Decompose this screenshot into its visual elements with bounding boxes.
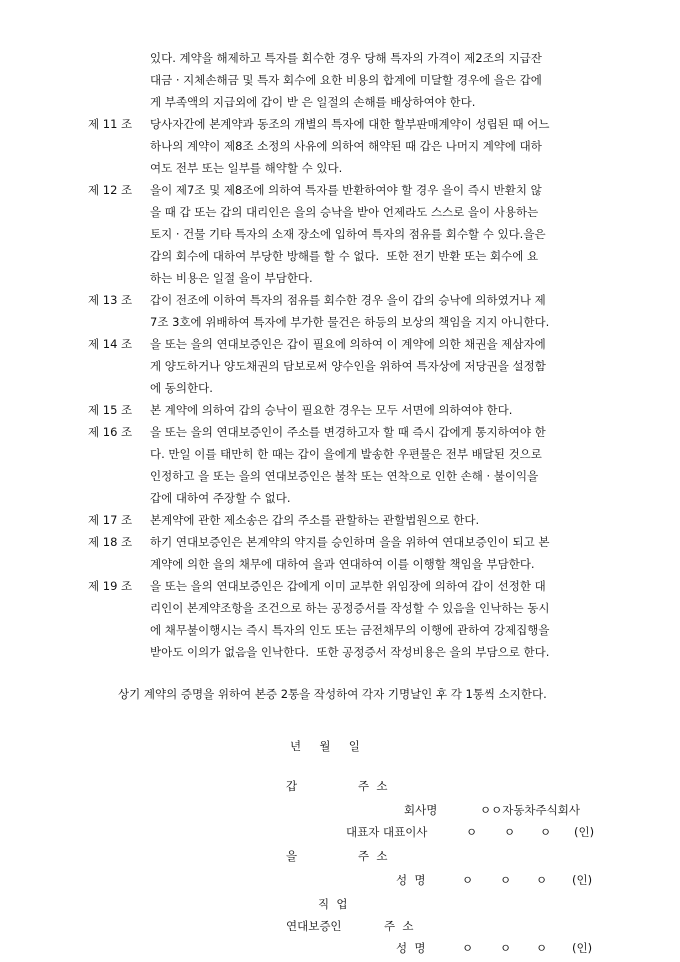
text-line: 토지 · 건물 기타 특자의 소재 장소에 입하여 특자의 점유를 회수할 수 있다.을은 xyxy=(150,227,546,241)
text-line: 갑이 전조에 이하여 특자의 점유를 회수한 경우 을이 갑의 승낙에 의하였거나 제 xyxy=(150,293,546,307)
article-number: 제 16 조 xyxy=(88,425,133,439)
placeholder-circle: ㅇ xyxy=(462,873,474,887)
article-number: 제 13 조 xyxy=(88,293,133,307)
placeholder-circle: ㅇ xyxy=(462,941,474,955)
placeholder-circle: ㅇ xyxy=(540,825,552,839)
text-line: 있다. 계약을 해제하고 특자를 회수한 경우 당해 특자의 가격이 제2조의 지급잔 xyxy=(150,51,542,65)
text-line: 여도 전부 또는 일부를 해약할 수 있다. xyxy=(150,161,343,175)
text-line: 인정하고 을 또는 을의 연대보증인은 불착 또는 연착으로 인한 손해 · 불이익을 xyxy=(150,469,539,483)
placeholder-circle: ㅇ xyxy=(504,825,516,839)
text-line: 받아도 이의가 없음을 인낙한다. 또한 공정증서 작성비용은 을의 부담으로 한다. xyxy=(150,645,550,659)
text-line: 대금 · 지체손해금 및 특자 회수에 요한 비용의 합계에 미달할 경우에 을은 갑에 xyxy=(150,73,542,87)
placeholder-circle: ㅇ xyxy=(536,873,548,887)
seal-mark: (인) xyxy=(574,825,595,839)
text-line: 하기 연대보증인은 본계약의 약지를 승인하며 을을 위하여 연대보증인이 되고 본 xyxy=(150,535,550,549)
placeholder-circle: ㅇ xyxy=(536,941,548,955)
text-line: 을이 제7조 및 제8조에 의하여 특자를 반환하여야 할 경우 을이 즉시 반환치 않 xyxy=(150,183,542,197)
text-line: 에 채무불이행시는 즉시 특자의 인도 또는 금전채무의 이행에 관하여 강제집행을 xyxy=(150,623,550,637)
text-line: 7조 3호에 위배하여 특자에 부가한 물건은 하등의 보상의 책임을 지지 아니한다. xyxy=(150,315,550,329)
representative-label: 대표자 대표이사 xyxy=(346,825,428,839)
placeholder-circle: ㅇ xyxy=(500,941,512,955)
article-number: 제 11 조 xyxy=(88,117,133,131)
text-line: 본계약에 관한 제소송은 갑의 주소를 관할하는 관할법원으로 한다. xyxy=(150,513,480,527)
party-eul-label: 을 xyxy=(286,849,298,863)
text-line: 리인이 본계약조항을 조건으로 하는 공정증서를 작성할 수 있음을 인낙하는 동시 xyxy=(150,601,550,615)
seal-mark: (인) xyxy=(572,873,593,887)
text-line: 게 양도하거나 양도채권의 담보로써 양수인을 위하여 특자상에 저당권을 설정함 xyxy=(150,359,546,373)
text-line: 을 때 갑 또는 갑의 대리인은 을의 승낙을 받아 언제라도 스스로 을이 사용하는 xyxy=(150,205,539,219)
text-line: 게 부족액의 지급외에 갑이 받 은 일절의 손해를 배상하여야 한다. xyxy=(150,95,476,109)
text-line: 하나의 계약이 제8조 소정의 사유에 의하여 해약된 때 갑은 나머지 계약에 대하 xyxy=(150,139,542,153)
text-line: 계약에 의한 을의 채무에 대하여 을과 연대하여 이를 이행할 책임을 부담한다. xyxy=(150,557,535,571)
seal-mark: (인) xyxy=(572,941,593,955)
text-line: 을 또는 을의 연대보증인은 갑에게 이미 교부한 위임장에 의하여 갑이 선정한 대 xyxy=(150,579,546,593)
text-line: 다. 만일 이를 태만히 한 때는 갑이 을에게 발송한 우편물은 전부 배달된 것으로 xyxy=(150,447,542,461)
company-value: ㅇㅇ자동차주식회사 xyxy=(480,803,580,817)
text-line: 갑의 회수에 대하여 부당한 방해를 할 수 없다. 또한 전기 반환 또는 회수에 요 xyxy=(150,249,539,263)
text-line: 을 또는 을의 연대보증인이 주소를 변경하고자 할 때 즉시 갑에게 통지하여야 한 xyxy=(150,425,546,439)
article-number: 제 12 조 xyxy=(88,183,133,197)
text-line: 당사자간에 본계약과 동조의 개별의 특자에 대한 할부판매계약이 성립된 때 어느 xyxy=(150,117,550,131)
party-gap-label: 갑 xyxy=(286,779,298,793)
text-line: 갑에 대하여 주장할 수 없다. xyxy=(150,491,291,505)
article-number: 제 14 조 xyxy=(88,337,133,351)
text-line: 에 동의한다. xyxy=(150,381,213,395)
name-label: 성 명 xyxy=(396,941,426,955)
placeholder-circle: ㅇ xyxy=(500,873,512,887)
signature-date: 년 월 일 xyxy=(290,739,360,753)
address-label: 주 소 xyxy=(384,919,414,933)
text-line: 본 계약에 의하여 갑의 승낙이 필요한 경우는 모두 서면에 의하여야 한다. xyxy=(150,403,513,417)
job-label: 직 업 xyxy=(318,897,348,911)
article-number: 제 17 조 xyxy=(88,513,133,527)
article-number: 제 18 조 xyxy=(88,535,133,549)
name-label: 성 명 xyxy=(396,873,426,887)
address-label: 주 소 xyxy=(358,849,388,863)
text-line: 하는 비용은 일절 을이 부담한다. xyxy=(150,271,313,285)
closing-statement: 상기 계약의 증명을 위하여 본증 2통을 작성하여 각자 기명날인 후 각 1통씩 소지한다. xyxy=(118,687,547,701)
text-line: 을 또는 을의 연대보증인은 갑이 필요에 의하여 이 계약에 의한 채권을 제삼자에 xyxy=(150,337,546,351)
company-label: 회사명 xyxy=(404,803,438,817)
article-number: 제 19 조 xyxy=(88,579,133,593)
placeholder-circle: ㅇ xyxy=(466,825,478,839)
address-label: 주 소 xyxy=(358,779,388,793)
guarantor-label: 연대보증인 xyxy=(286,919,342,933)
article-number: 제 15 조 xyxy=(88,403,133,417)
